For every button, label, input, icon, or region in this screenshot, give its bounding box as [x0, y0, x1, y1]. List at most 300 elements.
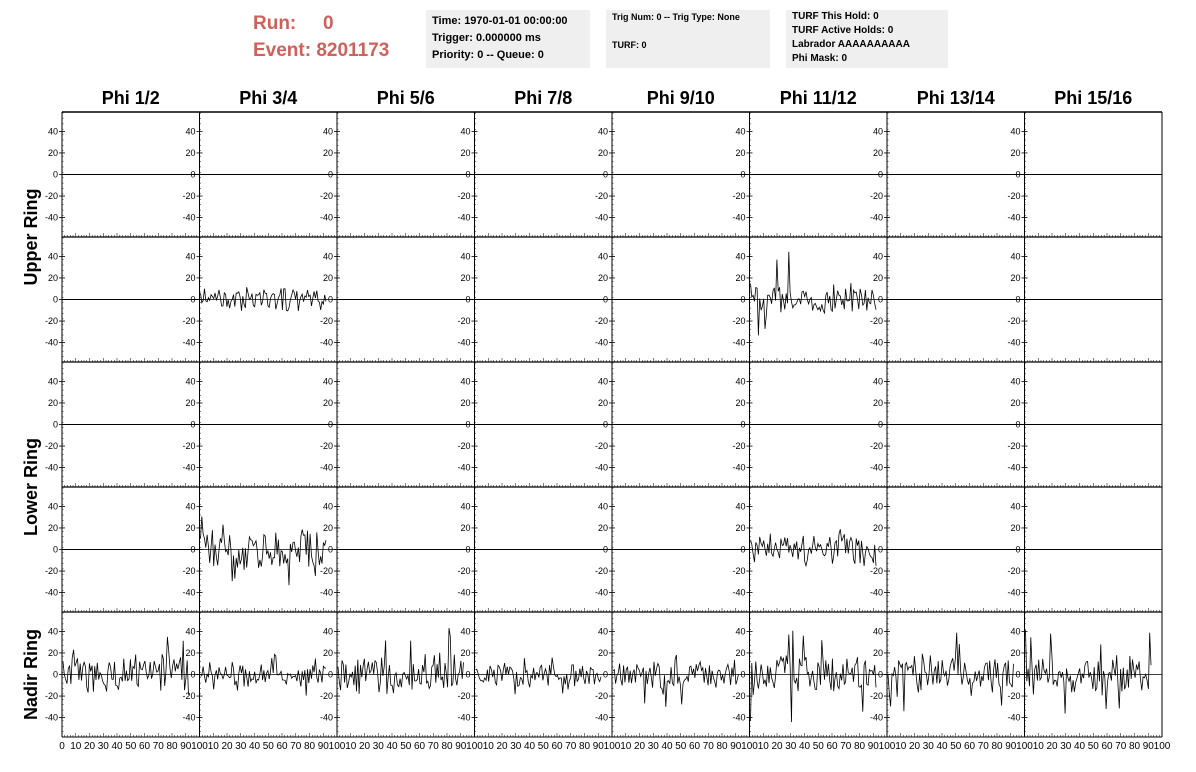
y-tick-label: 20: [460, 272, 471, 283]
y-tick-label: 40: [597, 501, 608, 512]
x-tick-label: 40: [661, 741, 673, 752]
y-tick-label: 0: [602, 294, 608, 305]
y-tick-label: 0: [465, 669, 471, 680]
y-tick-label: -40: [594, 587, 608, 598]
y-tick-label: 0: [327, 294, 333, 305]
x-tick-label: 90: [592, 741, 604, 752]
y-tick-label: -40: [594, 212, 608, 223]
y-tick-label: 40: [1010, 501, 1021, 512]
y-tick-label: 40: [735, 126, 746, 137]
run-label: Run:: [253, 13, 297, 34]
y-tick-label: 40: [460, 251, 471, 262]
column-header: Phi 13/14: [916, 88, 995, 108]
y-tick-label: 20: [872, 272, 883, 283]
waveform-line: [751, 252, 877, 336]
x-tick-label: 60: [688, 741, 701, 752]
y-tick-label: 0: [327, 669, 333, 680]
y-tick-label: -40: [44, 587, 58, 598]
y-tick-label: -20: [182, 191, 196, 202]
y-tick-label: 0: [602, 669, 608, 680]
x-tick-label: 30: [647, 741, 659, 752]
ring-label: Upper Ring: [21, 188, 41, 286]
x-tick-label: 30: [785, 741, 797, 752]
y-tick-label: 0: [52, 544, 58, 555]
x-tick-label: 70: [565, 741, 577, 752]
x-tick-label: 10: [757, 741, 769, 752]
x-tick-label: 10: [482, 741, 494, 752]
y-tick-label: -40: [44, 337, 58, 348]
y-tick-label: 0: [877, 544, 883, 555]
x-tick-label: 60: [276, 741, 288, 752]
y-tick-label: 0: [1015, 669, 1021, 680]
y-tick-label: 0: [877, 294, 883, 305]
y-tick-label: 20: [185, 272, 196, 283]
x-tick-label: 80: [578, 741, 591, 752]
y-tick-label: 40: [47, 626, 58, 637]
y-tick-label: 40: [872, 251, 883, 262]
column-header: Phi 7/8: [514, 88, 573, 108]
y-tick-label: 20: [322, 647, 333, 658]
y-tick-label: -20: [594, 441, 608, 452]
y-tick-label: -40: [732, 462, 746, 473]
y-tick-label: 20: [460, 397, 471, 408]
x-tick-label: 10: [207, 741, 219, 752]
x-tick-label: 70: [152, 741, 164, 752]
column-header: Phi 1/2: [101, 88, 160, 108]
y-tick-label: -40: [319, 462, 333, 473]
y-tick-label: 40: [872, 626, 883, 637]
y-tick-label: -40: [457, 587, 471, 598]
x-tick-label: 40: [1073, 741, 1086, 752]
y-tick-label: -40: [869, 212, 883, 223]
y-tick-label: 40: [597, 251, 608, 262]
x-tick-label: 50: [1087, 741, 1099, 752]
y-tick-label: 20: [1010, 647, 1021, 658]
x-tick-label: 80: [1128, 741, 1141, 752]
y-tick-label: -40: [594, 337, 608, 348]
column-header: Phi 5/6: [376, 88, 435, 108]
y-tick-label: -20: [457, 566, 471, 577]
y-tick-label: -40: [594, 712, 608, 723]
waveform-line: [1026, 630, 1152, 713]
y-tick-label: 20: [47, 647, 58, 658]
x-tick-label: 60: [413, 741, 426, 752]
y-tick-label: -20: [44, 691, 58, 702]
event-value: 8201173: [316, 40, 390, 61]
y-tick-label: 20: [1010, 397, 1021, 408]
y-tick-label: 40: [735, 501, 746, 512]
x-tick-label: 20: [633, 741, 646, 752]
y-tick-label: 40: [872, 126, 883, 137]
y-tick-label: 40: [597, 626, 608, 637]
y-tick-label: -20: [457, 316, 471, 327]
y-tick-label: -20: [182, 566, 196, 577]
y-tick-label: -40: [182, 712, 196, 723]
y-tick-label: 40: [1010, 126, 1021, 137]
x-tick-label: 90: [455, 741, 467, 752]
waveform-line: [888, 633, 1014, 712]
x-tick-label: 80: [853, 741, 866, 752]
waveform-line: [63, 637, 189, 695]
y-tick-label: 40: [185, 126, 196, 137]
y-tick-label: -40: [1007, 462, 1021, 473]
y-tick-label: 20: [872, 647, 883, 658]
y-tick-label: 0: [740, 419, 746, 430]
waveform-line: [476, 658, 602, 695]
y-tick-label: 20: [872, 522, 883, 533]
y-tick-label: -20: [1007, 441, 1021, 452]
y-tick-label: 40: [597, 126, 608, 137]
y-tick-label: 20: [1010, 272, 1021, 283]
x-tick-label: 90: [867, 741, 879, 752]
y-tick-label: -40: [44, 712, 58, 723]
y-tick-label: 0: [1015, 419, 1021, 430]
x-tick-label: 60: [826, 741, 838, 752]
y-tick-label: 20: [322, 272, 333, 283]
y-tick-label: 40: [597, 376, 608, 387]
y-tick-label: 0: [740, 294, 746, 305]
y-tick-label: 40: [460, 501, 471, 512]
x-tick-label: 90: [1005, 741, 1017, 752]
y-tick-label: 40: [322, 626, 333, 637]
x-tick-label: 80: [716, 741, 728, 752]
y-tick-label: -20: [457, 441, 471, 452]
y-tick-label: 0: [190, 294, 196, 305]
x-tick-label: 90: [317, 741, 329, 752]
y-tick-label: -40: [44, 462, 58, 473]
x-tick-label: 90: [1142, 741, 1154, 752]
x-tick-label: 50: [812, 741, 824, 752]
y-tick-label: -20: [182, 691, 196, 702]
y-tick-label: 20: [322, 147, 333, 158]
y-tick-label: -40: [182, 212, 196, 223]
y-tick-label: -40: [44, 212, 58, 223]
y-tick-label: 20: [185, 647, 196, 658]
trig-num-text: Trig Num: 0 -- Trig Type: None: [612, 12, 740, 22]
y-tick-label: 20: [597, 522, 608, 533]
x-tick-label: 10: [345, 741, 357, 752]
y-tick-label: 40: [47, 126, 58, 137]
y-tick-label: -20: [1007, 566, 1021, 577]
x-tick-label: 50: [950, 741, 962, 752]
x-tick-label: 50: [262, 741, 274, 752]
y-tick-label: 0: [1015, 294, 1021, 305]
y-tick-label: 20: [597, 147, 608, 158]
y-tick-label: -20: [1007, 691, 1021, 702]
y-tick-label: -20: [869, 316, 883, 327]
y-tick-label: -40: [594, 462, 608, 473]
y-tick-label: -40: [319, 212, 333, 223]
y-tick-label: 0: [190, 669, 196, 680]
x-tick-label: 20: [358, 741, 371, 752]
x-tick-label: 30: [922, 741, 934, 752]
priority-text: Priority: 0 -- Queue: 0: [432, 49, 544, 61]
y-tick-label: 20: [47, 522, 58, 533]
x-tick-label: 100: [603, 741, 621, 752]
x-tick-label: 40: [111, 741, 123, 752]
y-tick-label: -40: [182, 587, 196, 598]
y-tick-label: 40: [460, 376, 471, 387]
x-tick-label: 100: [328, 741, 346, 752]
y-tick-label: -40: [1007, 587, 1021, 598]
column-header: Phi 9/10: [646, 88, 715, 108]
y-tick-label: 20: [185, 522, 196, 533]
x-tick-label: 30: [372, 741, 384, 752]
x-tick-label: 60: [138, 741, 151, 752]
y-tick-label: 0: [190, 169, 196, 180]
y-tick-label: 40: [735, 626, 746, 637]
column-header: Phi 11/12: [779, 88, 857, 108]
y-tick-label: 40: [47, 501, 58, 512]
y-tick-label: 20: [735, 272, 746, 283]
y-tick-label: -20: [732, 566, 746, 577]
y-tick-label: -40: [457, 712, 471, 723]
y-tick-label: -20: [869, 691, 883, 702]
x-tick-label: 20: [496, 741, 508, 752]
y-tick-label: -20: [869, 191, 883, 202]
x-tick-label: 80: [441, 741, 453, 752]
x-tick-label: 60: [551, 741, 563, 752]
y-tick-label: 0: [52, 294, 58, 305]
y-tick-label: 20: [185, 397, 196, 408]
x-tick-label: 70: [977, 741, 989, 752]
y-tick-label: 40: [47, 376, 58, 387]
y-tick-label: 40: [322, 376, 333, 387]
run-value: 0: [323, 13, 334, 34]
y-tick-label: 20: [460, 147, 471, 158]
y-tick-label: 0: [327, 419, 333, 430]
x-tick-label: 20: [771, 741, 783, 752]
x-tick-label: 50: [125, 741, 137, 752]
y-tick-label: -40: [319, 337, 333, 348]
y-tick-label: 40: [47, 251, 58, 262]
y-tick-label: -40: [732, 212, 746, 223]
y-tick-label: -40: [869, 337, 883, 348]
y-tick-label: -20: [594, 691, 608, 702]
x-tick-label: 70: [840, 741, 852, 752]
y-tick-label: 20: [735, 397, 746, 408]
y-tick-label: -20: [869, 566, 883, 577]
x-tick-label: 40: [936, 741, 948, 752]
y-tick-label: 0: [740, 669, 746, 680]
waveform-line: [201, 517, 327, 586]
y-tick-label: -20: [732, 691, 746, 702]
y-tick-label: -40: [732, 587, 746, 598]
x-tick-label: 70: [290, 741, 302, 752]
y-tick-label: 0: [52, 169, 58, 180]
y-tick-label: 0: [602, 169, 608, 180]
labrador-text: Labrador AAAAAAAAAA: [792, 39, 910, 50]
y-tick-label: 40: [322, 126, 333, 137]
y-tick-label: 20: [1010, 522, 1021, 533]
y-tick-label: 0: [52, 419, 58, 430]
time-text: Time: 1970-01-01 00:00:00: [432, 15, 568, 27]
y-tick-label: -20: [594, 191, 608, 202]
y-tick-label: 20: [322, 522, 333, 533]
x-tick-label: 40: [798, 741, 811, 752]
y-tick-label: -20: [869, 441, 883, 452]
waveform-line: [201, 654, 327, 695]
x-tick-label: 50: [537, 741, 549, 752]
x-tick-label: 100: [878, 741, 896, 752]
y-tick-label: 40: [1010, 251, 1021, 262]
y-tick-label: -20: [732, 191, 746, 202]
column-header: Phi 15/16: [1054, 88, 1133, 108]
x-tick-label: 60: [963, 741, 976, 752]
y-tick-label: -20: [457, 191, 471, 202]
x-tick-label: 40: [248, 741, 261, 752]
y-tick-label: -20: [44, 191, 58, 202]
y-tick-label: 0: [190, 544, 196, 555]
waveform-line: [751, 529, 877, 566]
ring-label: Nadir Ring: [21, 628, 41, 721]
x-tick-label: 70: [1115, 741, 1127, 752]
y-tick-label: -40: [1007, 337, 1021, 348]
x-tick-label: 80: [991, 741, 1003, 752]
y-tick-label: -40: [457, 212, 471, 223]
x-tick-label: 10: [1032, 741, 1044, 752]
y-tick-label: -20: [182, 441, 196, 452]
y-tick-label: -20: [732, 441, 746, 452]
y-tick-label: 40: [185, 251, 196, 262]
x-tick-label: 100: [191, 741, 208, 752]
y-tick-label: 0: [190, 419, 196, 430]
x-tick-label: 100: [1153, 741, 1171, 752]
y-tick-label: 20: [185, 147, 196, 158]
y-tick-label: -40: [732, 337, 746, 348]
y-tick-label: 20: [460, 522, 471, 533]
x-tick-label: 10: [895, 741, 907, 752]
x-tick-label: 100: [741, 741, 758, 752]
y-tick-label: -20: [319, 441, 333, 452]
turf-text: TURF: 0: [612, 40, 647, 50]
x-tick-label: 30: [1060, 741, 1072, 752]
y-tick-label: -20: [44, 316, 58, 327]
x-tick-label: 90: [180, 741, 192, 752]
x-tick-label: 20: [83, 741, 96, 752]
y-tick-label: -20: [457, 691, 471, 702]
y-tick-label: 0: [465, 169, 471, 180]
y-tick-label: 20: [47, 397, 58, 408]
y-tick-label: 20: [1010, 147, 1021, 158]
x-tick-label: 0: [59, 741, 65, 752]
x-tick-label: 20: [908, 741, 921, 752]
y-tick-label: 20: [872, 397, 883, 408]
y-tick-label: -40: [1007, 212, 1021, 223]
y-tick-label: 20: [597, 397, 608, 408]
y-tick-label: -20: [319, 316, 333, 327]
y-tick-label: -40: [732, 712, 746, 723]
y-tick-label: 0: [52, 669, 58, 680]
x-tick-label: 30: [510, 741, 522, 752]
y-tick-label: -20: [319, 566, 333, 577]
x-tick-label: 10: [620, 741, 632, 752]
y-tick-label: -40: [457, 462, 471, 473]
y-tick-label: -20: [319, 691, 333, 702]
y-tick-label: -40: [869, 587, 883, 598]
y-tick-label: -20: [594, 566, 608, 577]
y-tick-label: 0: [327, 544, 333, 555]
waveform-line: [613, 655, 739, 707]
y-tick-label: -40: [182, 337, 196, 348]
y-tick-label: 20: [460, 647, 471, 658]
y-tick-label: 20: [597, 647, 608, 658]
x-tick-label: 40: [523, 741, 536, 752]
y-tick-label: -20: [732, 316, 746, 327]
y-tick-label: 0: [877, 669, 883, 680]
y-tick-label: 40: [872, 501, 883, 512]
y-tick-label: 40: [872, 376, 883, 387]
x-tick-label: 70: [702, 741, 714, 752]
y-tick-label: 0: [465, 544, 471, 555]
ring-label: Lower Ring: [21, 438, 41, 536]
y-tick-label: 0: [327, 169, 333, 180]
y-tick-label: -20: [594, 316, 608, 327]
x-tick-label: 100: [1016, 741, 1033, 752]
y-tick-label: -20: [182, 316, 196, 327]
y-tick-label: -40: [182, 462, 196, 473]
y-tick-label: -40: [869, 462, 883, 473]
y-tick-label: 40: [185, 376, 196, 387]
x-tick-label: 30: [235, 741, 247, 752]
y-tick-label: 40: [735, 251, 746, 262]
turf-this-hold-text: TURF This Hold: 0: [792, 11, 879, 22]
x-tick-label: 80: [303, 741, 316, 752]
y-tick-label: -40: [319, 712, 333, 723]
y-tick-label: 20: [597, 272, 608, 283]
x-tick-label: 20: [221, 741, 233, 752]
x-tick-label: 10: [70, 741, 82, 752]
y-tick-label: 0: [465, 294, 471, 305]
y-tick-label: 0: [602, 544, 608, 555]
y-tick-label: -40: [869, 712, 883, 723]
y-tick-label: -20: [44, 566, 58, 577]
y-tick-label: -40: [319, 587, 333, 598]
phi-mask-text: Phi Mask: 0: [792, 53, 848, 64]
x-tick-label: 50: [675, 741, 687, 752]
y-tick-label: 20: [872, 147, 883, 158]
y-tick-label: 20: [735, 147, 746, 158]
x-tick-label: 20: [1046, 741, 1058, 752]
x-tick-label: 40: [386, 741, 398, 752]
y-tick-label: 0: [1015, 544, 1021, 555]
y-tick-label: 20: [735, 522, 746, 533]
y-tick-label: 40: [735, 376, 746, 387]
x-tick-label: 50: [400, 741, 412, 752]
y-tick-label: 0: [1015, 169, 1021, 180]
y-tick-label: 40: [185, 626, 196, 637]
y-tick-label: 20: [735, 647, 746, 658]
y-tick-label: -20: [1007, 316, 1021, 327]
y-tick-label: 20: [47, 272, 58, 283]
x-tick-label: 80: [166, 741, 178, 752]
trigger-text: Trigger: 0.000000 ms: [432, 32, 541, 44]
y-tick-label: 40: [322, 501, 333, 512]
y-tick-label: 0: [602, 419, 608, 430]
y-tick-label: 20: [47, 147, 58, 158]
y-tick-label: 20: [322, 397, 333, 408]
y-tick-label: -20: [44, 441, 58, 452]
y-tick-label: -40: [1007, 712, 1021, 723]
x-tick-label: 90: [730, 741, 742, 752]
y-tick-label: 0: [877, 169, 883, 180]
x-tick-label: 60: [1101, 741, 1113, 752]
y-tick-label: 0: [465, 419, 471, 430]
x-tick-label: 100: [466, 741, 483, 752]
y-tick-label: -40: [457, 337, 471, 348]
y-tick-label: 40: [460, 126, 471, 137]
y-tick-label: 40: [322, 251, 333, 262]
